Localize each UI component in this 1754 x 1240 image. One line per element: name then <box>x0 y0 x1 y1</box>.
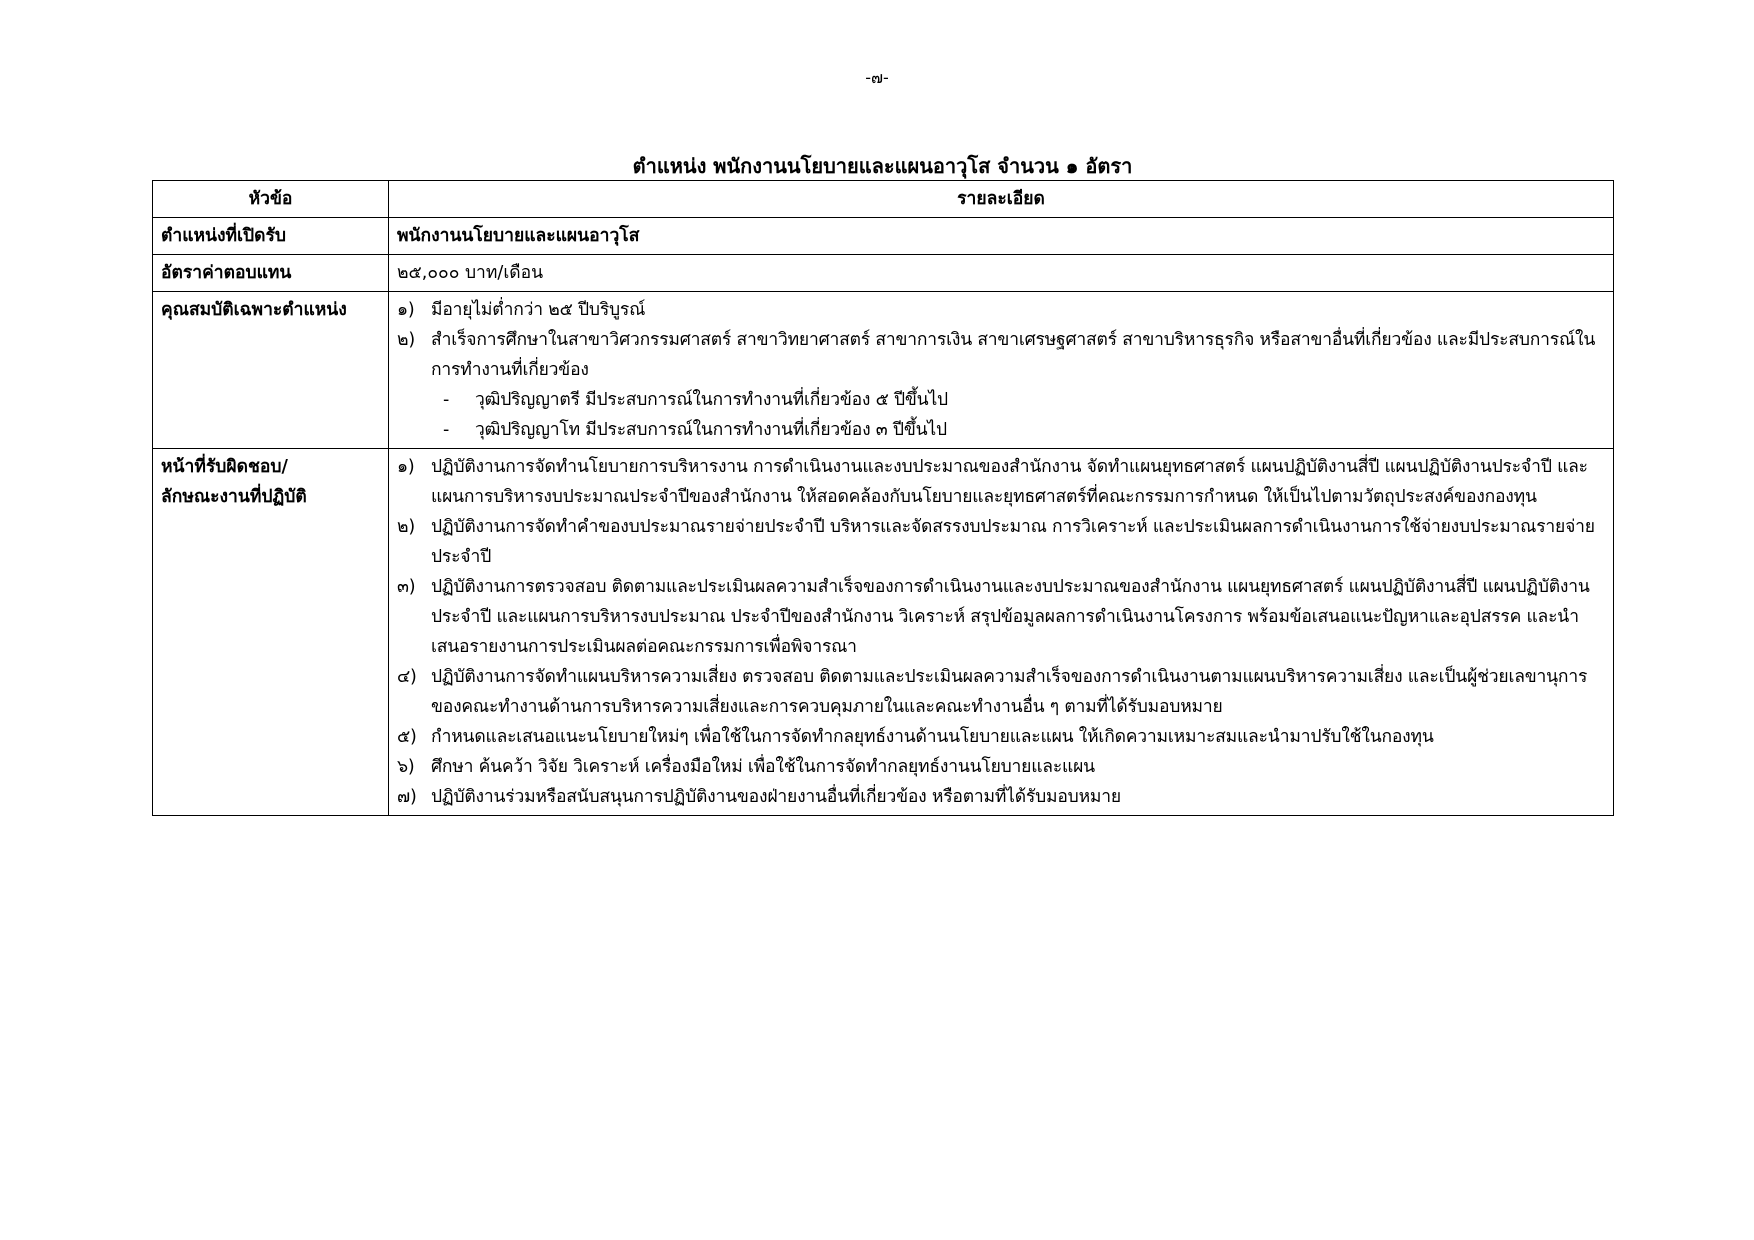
column-header-topic: หัวข้อ <box>153 181 389 218</box>
list-item-text: มีอายุไม่ต่ำกว่า ๒๕ ปีบริบูรณ์ <box>431 300 646 320</box>
position-value: พนักงานนโยบายและแผนอาวุโส <box>389 218 1614 255</box>
degree-requirements-list <box>431 385 1605 445</box>
sub-list-item <box>443 415 1605 445</box>
qualifications-detail <box>389 292 1614 449</box>
sub-list-item <box>443 385 1605 415</box>
list-item-text: ปฏิบัติงานการจัดทำแผนบริหารความเสี่ยง ตรวจสอบ ติดตามและประเมินผลความสำเร็จของการดำเนินงานตามแผนบริหารความเสี่ยง และเป็นผู้ช่วยเลขานุการของคณะทำงานด้านการบริหารความเสี่ยงและการควบคุมภายในและคณะทำงานอื่น ๆ ตามที่ได้รับมอบหมาย <box>431 667 1588 717</box>
list-item-text: ปฏิบัติงานการจัดทำนโยบายการบริหารงาน การดำเนินงานและงบประมาณของสำนักงาน จัดทำแผนยุทธศาสตร์ แผนปฏิบัติงานสี่ปี แผนปฏิบัติงานประจำปี และแผนการบริหารงบประมาณประจำปีของสำนักงาน ให้สอดคล้องกับนโยบายและยุทธศาสตร์ที่คณะกรรมการกำหนด ให้เป็นไปตามวัตถุประสงค์ของกองทุน <box>431 457 1588 507</box>
dash-marker: - <box>443 390 450 410</box>
list-item-text: กำหนดและเสนอแนะนโยบายใหม่ๆ เพื่อใช้ในการจัดทำกลยุทธ์งานด้านนโยบายและแผน ให้เกิดความเหมาะสมและนำมาปรับใช้ในกองทุน <box>431 727 1434 747</box>
list-item <box>397 295 1605 325</box>
job-spec-table <box>152 180 1614 816</box>
document-title: ตำแหน่ง พนักงานนโยบายและแผนอาวุโส จำนวน ๑ อัตรา <box>632 154 1133 178</box>
table-row-position <box>153 218 1614 255</box>
duties-label <box>153 449 389 816</box>
salary-label: อัตราค่าตอบแทน <box>153 255 389 292</box>
list-item <box>397 512 1605 572</box>
position-label: ตำแหน่งที่เปิดรับ <box>153 218 389 255</box>
qualifications-label: คุณสมบัติเฉพาะตำแหน่ง <box>153 292 389 449</box>
list-item <box>397 662 1605 722</box>
list-item-text: ปฏิบัติงานการจัดทำคำของบประมาณรายจ่ายประจำปี บริหารและจัดสรรงบประมาณ การวิเคราะห์ และประเมินผลการดำเนินงานการใช้จ่ายงบประมาณรายจ่ายประจำปี <box>431 517 1595 567</box>
duties-label-line2: ลักษณะงานที่ปฏิบัติ <box>161 487 307 507</box>
list-item-text: ปฏิบัติงานการตรวจสอบ ติดตามและประเมินผลความสำเร็จของการดำเนินงานและงบประมาณของสำนักงาน แผนยุทธศาสตร์ แผนปฏิบัติงานสี่ปี แผนปฏิบัติงานประจำปี และแผนการบริหารงบประมาณ ประจำปีของสำนักงาน วิเคราะห์ สรุปข้อมูลผลการดำเนินงานโครงการ พร้อมข้อเสนอแนะปัญหาและอุปสรรค และนำเสนอรายงานการประเมินผลต่อคณะกรรมการเพื่อพิจารณา <box>431 577 1590 657</box>
list-item-text: ปฏิบัติงานร่วมหรือสนับสนุนการปฏิบัติงานของฝ่ายงานอื่นที่เกี่ยวข้อง หรือตามที่ได้รับมอบหมาย <box>431 787 1121 807</box>
duties-label-line1: หน้าที่รับผิดชอบ/ <box>161 457 288 477</box>
list-item <box>397 572 1605 662</box>
list-item <box>397 752 1605 782</box>
column-header-detail: รายละเอียด <box>389 181 1614 218</box>
list-marker: ๒) <box>397 517 415 537</box>
sub-list-item-text: วุฒิปริญญาตรี มีประสบการณ์ในการทำงานที่เกี่ยวข้อง ๕ ปีขึ้นไป <box>475 390 948 410</box>
list-marker: ๖) <box>397 757 415 777</box>
list-item <box>397 325 1605 445</box>
sub-list-item-text: วุฒิปริญญาโท มีประสบการณ์ในการทำงานที่เกี่ยวข้อง ๓ ปีขึ้นไป <box>475 420 947 440</box>
list-marker: ๗) <box>397 787 417 807</box>
list-marker: ๕) <box>397 727 417 747</box>
list-item <box>397 722 1605 752</box>
table-row-qualifications <box>153 292 1614 449</box>
list-item <box>397 782 1605 812</box>
table-header-row <box>153 181 1614 218</box>
dash-marker: - <box>443 420 450 440</box>
qualifications-list <box>397 295 1605 445</box>
duties-list <box>397 452 1605 812</box>
table-row-salary <box>153 255 1614 292</box>
list-marker: ๓) <box>397 577 416 597</box>
salary-value: ๒๕,๐๐๐ บาท/เดือน <box>389 255 1614 292</box>
duties-detail <box>389 449 1614 816</box>
list-item-text: สำเร็จการศึกษาในสาขาวิศวกรรมศาสตร์ สาขาวิทยาศาสตร์ สาขาการเงิน สาขาเศรษฐศาสตร์ สาขาบริหารธุรกิจ หรือสาขาอื่นที่เกี่ยวข้อง และมีประสบการณ์ในการทำงานที่เกี่ยวข้อง <box>431 330 1596 380</box>
page-number: -๗- <box>865 68 889 87</box>
list-item <box>397 452 1605 512</box>
table-row-duties <box>153 449 1614 816</box>
list-item-text: ศึกษา ค้นคว้า วิจัย วิเคราะห์ เครื่องมือใหม่ เพื่อใช้ในการจัดทำกลยุทธ์งานนโยบายและแผน <box>431 757 1095 777</box>
list-marker: ๑) <box>397 457 415 477</box>
list-marker: ๑) <box>397 300 415 320</box>
list-marker: ๒) <box>397 330 415 350</box>
list-marker: ๔) <box>397 667 417 687</box>
